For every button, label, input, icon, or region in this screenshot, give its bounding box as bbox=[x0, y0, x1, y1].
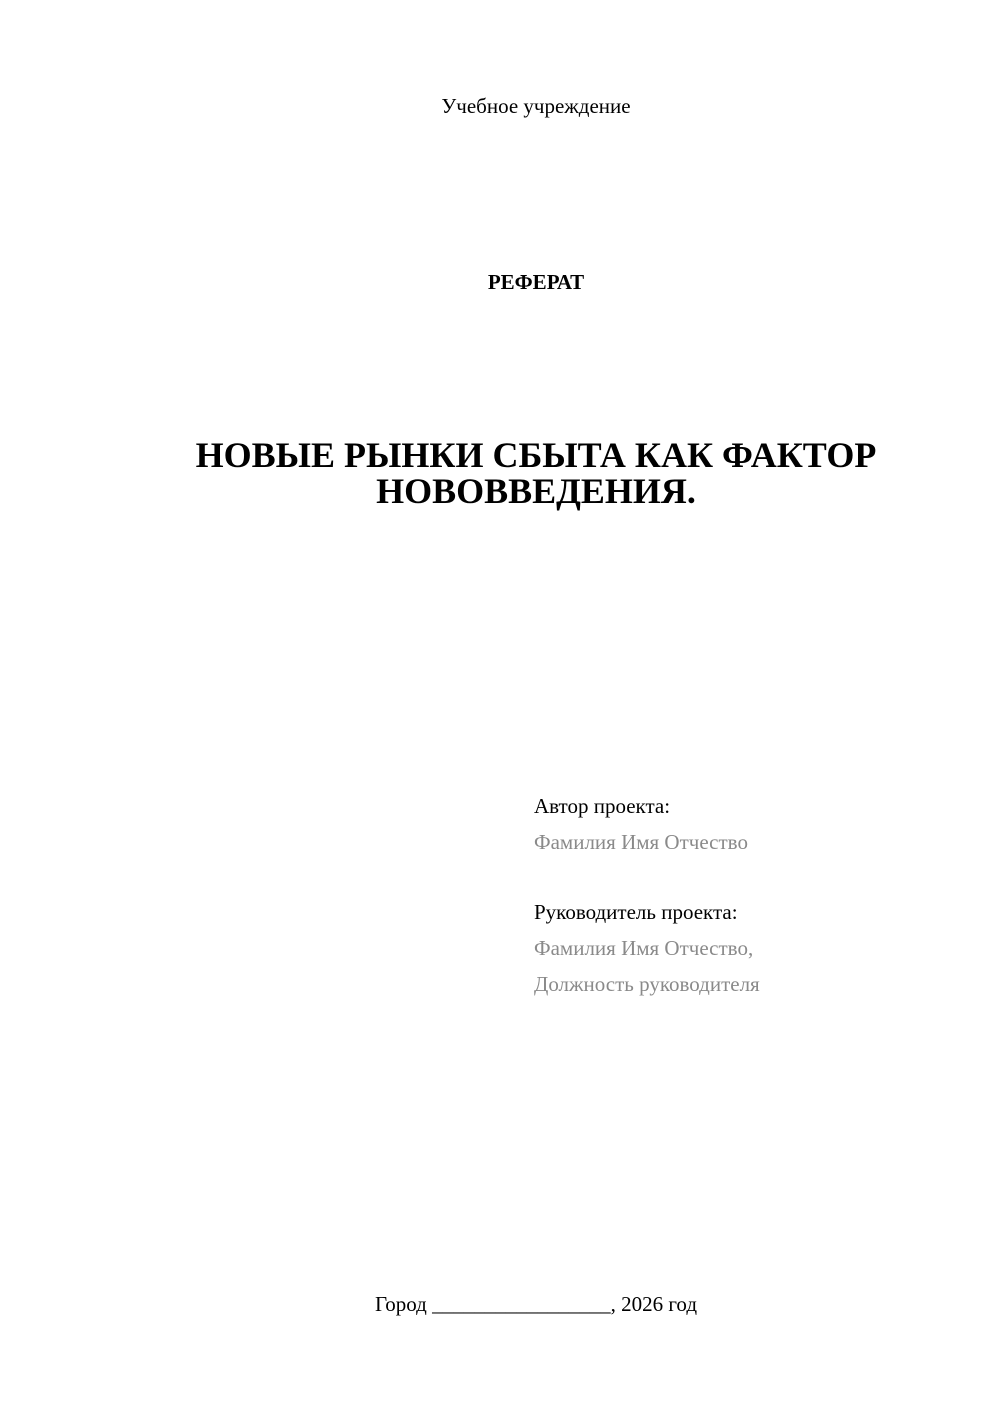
supervisor-position: Должность руководителя bbox=[534, 972, 760, 996]
author-name: Фамилия Имя Отчество bbox=[534, 830, 748, 854]
project-people-block bbox=[534, 788, 954, 1002]
title-line-1: НОВЫЕ РЫНКИ СБЫТА КАК ФАКТОР bbox=[195, 435, 877, 475]
supervisor-name: Фамилия Имя Отчество, bbox=[534, 936, 754, 960]
title-line-2: НОВОВВЕДЕНИЯ. bbox=[376, 471, 696, 511]
spacer bbox=[534, 860, 954, 894]
document-type: РЕФЕРАТ bbox=[487, 270, 585, 294]
city-year-line: Город _________________, 2026 год bbox=[374, 1292, 698, 1316]
author-label: Автор проекта: bbox=[534, 794, 671, 818]
supervisor-label: Руководитель проекта: bbox=[534, 900, 738, 924]
institution-name: Учебное учреждение bbox=[441, 94, 631, 118]
document-title bbox=[150, 437, 922, 509]
